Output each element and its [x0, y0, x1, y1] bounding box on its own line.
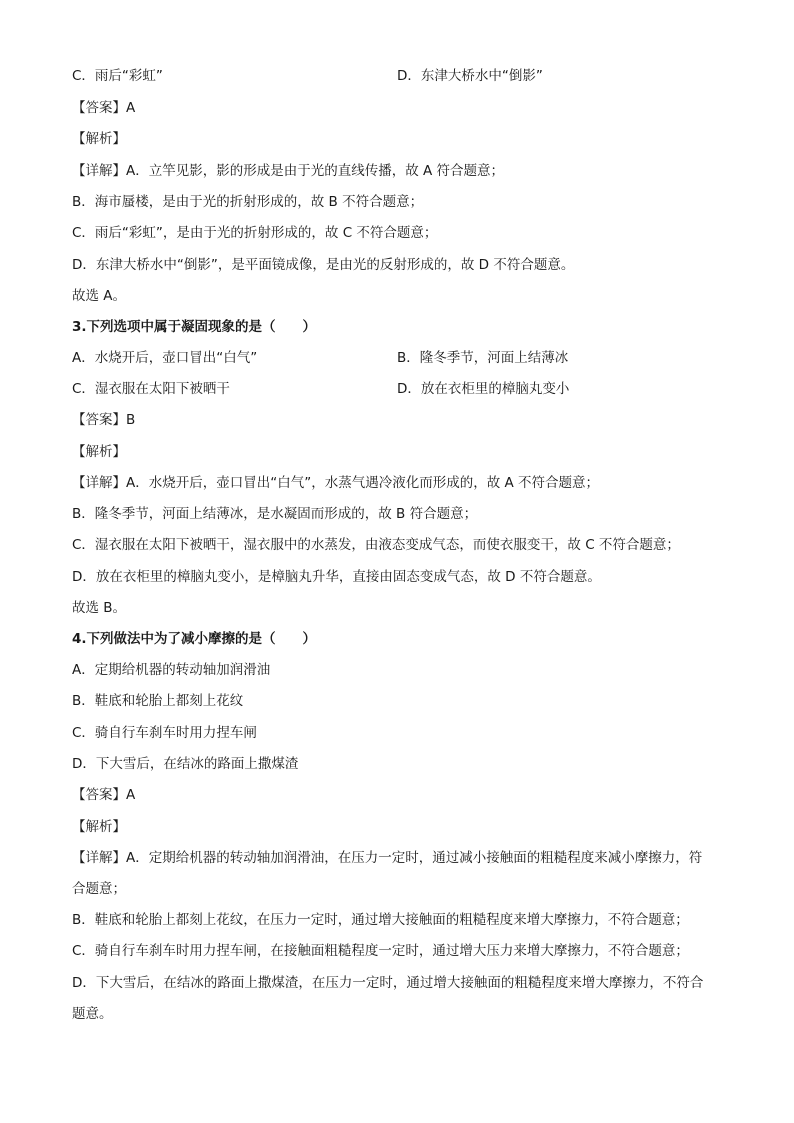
q2-detail-c: C．雨后“彩虹”，是由于光的折射形成的，故 C 不符合题意；	[72, 225, 438, 241]
q4-detail-d-line2: 题意。	[72, 1006, 113, 1022]
q3-detail-c: C．湿衣服在太阳下被晒干，湿衣服中的水蒸发，由液态变成气态，而使衣服变干，故 C 不符合题意；	[72, 537, 680, 553]
q4-option-c: C．骑自行车刹车时用力捏车闸	[72, 725, 257, 741]
q4-detail-a-line1: 【详解】A．定期给机器的转动轴加润滑油，在压力一定时，通过减小接触面的粗糙程度来减小摩擦力，符	[72, 850, 703, 866]
q3-option-d: D．放在衣柜里的樟脑丸变小	[397, 381, 570, 397]
q2-choose: 故选 A。	[72, 288, 127, 304]
q2-option-c: C．雨后“彩虹”	[72, 68, 163, 84]
q4-option-a: A．定期给机器的转动轴加润滑油	[72, 662, 271, 678]
q4-detail-b: B．鞋底和轮胎上都刻上花纹，在压力一定时，通过增大接触面的粗糙程度来增大摩擦力，不符合题意；	[72, 912, 689, 928]
q4-answer: 【答案】A	[72, 787, 136, 803]
q4-detail-a-line2: 合题意；	[72, 881, 126, 897]
q4-option-b: B．鞋底和轮胎上都刻上花纹	[72, 693, 244, 709]
q3-option-c: C．湿衣服在太阳下被晒干	[72, 381, 230, 397]
q3-option-b: B．隆冬季节，河面上结薄冰	[397, 350, 569, 366]
q4-detail-d-line1: D．下大雪后，在结冰的路面上撒煤渣，在压力一定时，通过增大接触面的粗糙程度来增大摩擦力，不符合	[72, 975, 704, 991]
q4-detail-c: C．骑自行车刹车时用力捏车闸，在接触面粗糙程度一定时，通过增大压力来增大摩擦力，不符合题意；	[72, 943, 689, 959]
q2-answer: 【答案】A	[72, 100, 136, 116]
q4-option-d: D．下大雪后，在结冰的路面上撒煤渣	[72, 756, 299, 772]
q3-detail-a: 【详解】A．水烧开后，壶口冒出“白气”，水蒸气遇冷液化而形成的，故 A 不符合题意；	[72, 475, 600, 491]
q3-analysis-label: 【解析】	[72, 444, 126, 460]
q3-answer: 【答案】B	[72, 412, 136, 428]
q2-detail-a: 【详解】A．立竿见影，影的形成是由于光的直线传播，故 A 符合题意；	[72, 163, 505, 179]
q3-choose: 故选 B。	[72, 600, 127, 616]
q3-option-a: A．水烧开后，壶口冒出“白气”	[72, 350, 258, 366]
q2-analysis-label: 【解析】	[72, 131, 126, 147]
q3-stem: 3.下列选项中属于凝固现象的是（ ）	[72, 319, 317, 335]
q4-stem: 4.下列做法中为了减小摩擦的是（ ）	[72, 631, 317, 647]
q3-detail-d: D．放在衣柜里的樟脑丸变小，是樟脑丸升华，直接由固态变成气态，故 D 不符合题意。	[72, 569, 601, 585]
q2-detail-d: D．东津大桥水中“倒影”，是平面镜成像，是由光的反射形成的，故 D 不符合题意。	[72, 257, 575, 273]
q2-detail-b: B．海市蜃楼，是由于光的折射形成的，故 B 不符合题意；	[72, 194, 424, 210]
q4-analysis-label: 【解析】	[72, 819, 126, 835]
q2-option-d: D．东津大桥水中“倒影”	[397, 68, 543, 84]
q3-detail-b: B．隆冬季节，河面上结薄冰，是水凝固而形成的，故 B 符合题意；	[72, 506, 478, 522]
